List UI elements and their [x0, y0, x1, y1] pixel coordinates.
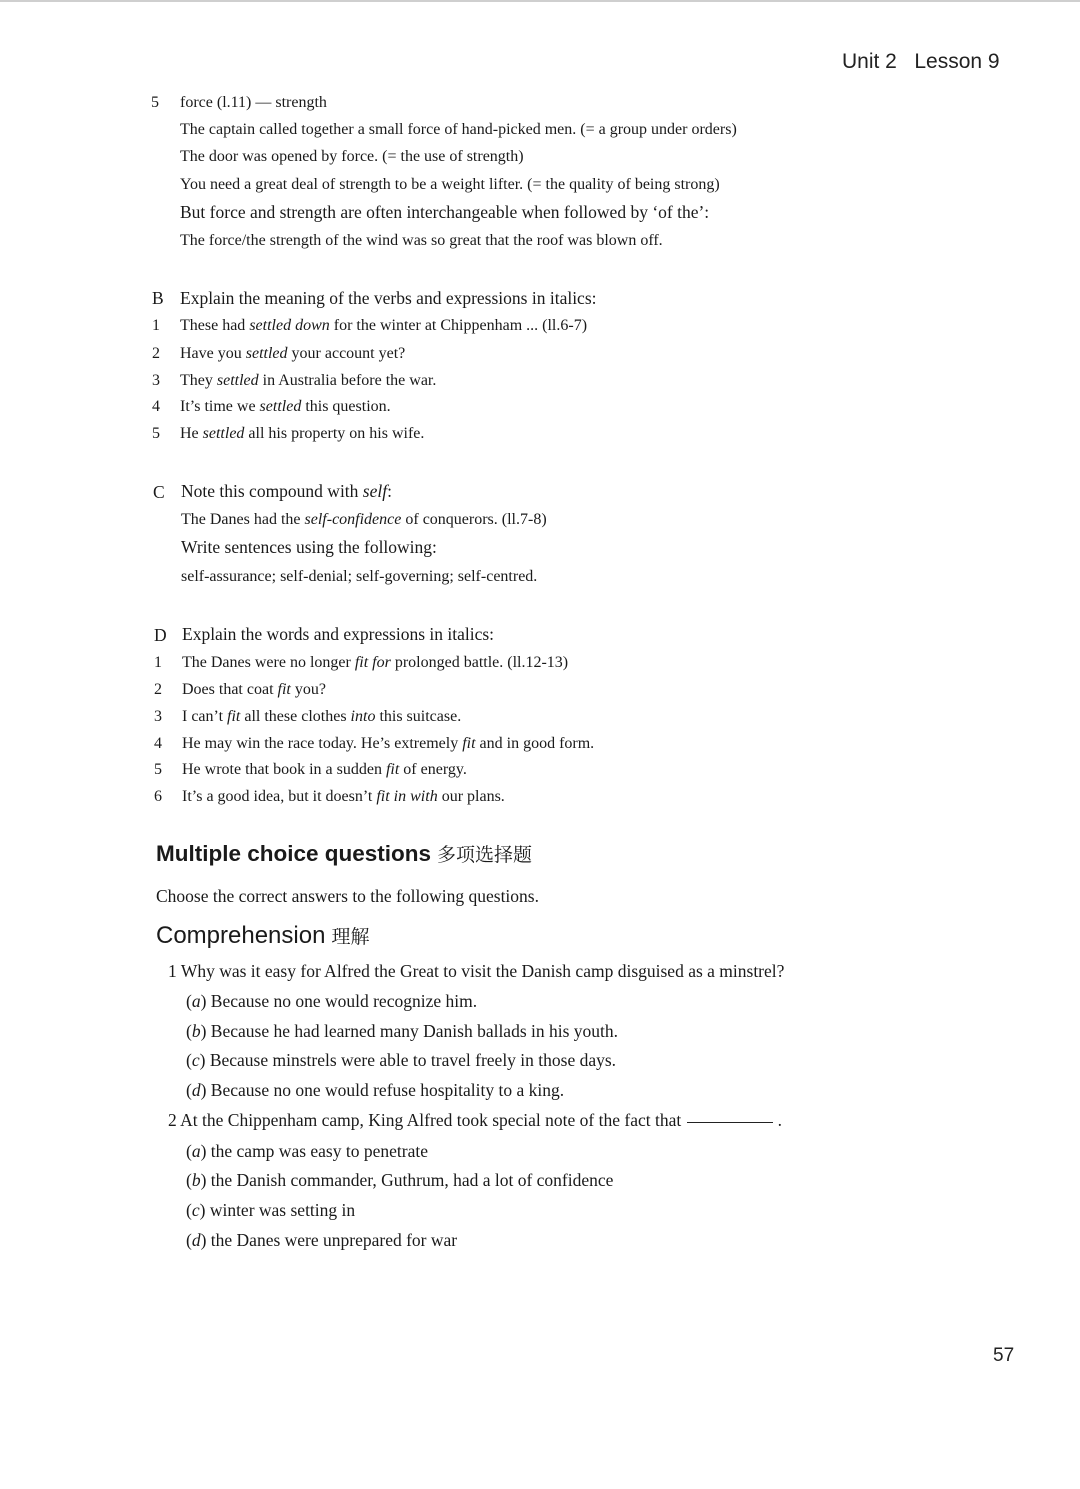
list-item: It’s time we settled this question.	[180, 398, 391, 415]
item-number: 5	[152, 425, 160, 442]
list-item: These had settled down for the winter at Chippenham ... (ll.6-7)	[180, 317, 588, 334]
list-item: The Danes were no longer fit for prolonged battle. (ll.12-13)	[182, 654, 569, 671]
answer-option: (c) Because minstrels were able to travel freely in those days.	[186, 1050, 617, 1070]
running-head: Unit 2 Lesson 9	[842, 50, 1000, 73]
item-number: 2	[154, 681, 162, 698]
example-line: The captain called together a small force of hand-picked men. (= a group under orders)	[180, 121, 737, 138]
section-instruction: Note this compound with self:	[181, 481, 392, 501]
answer-blank	[687, 1122, 773, 1123]
item-number: 3	[152, 372, 160, 389]
list-item: They settled in Australia before the war.	[180, 372, 437, 389]
list-item: He wrote that book in a sudden fit of energy.	[182, 761, 467, 778]
answer-option: (b) Because he had learned many Danish ballads in his youth.	[186, 1021, 619, 1041]
answer-option: (a) the camp was easy to penetrate	[186, 1141, 428, 1161]
list-item: I can’t fit all these clothes into this suitcase.	[182, 708, 462, 725]
example-line: The Danes had the self-confidence of conquerors. (ll.7-8)	[181, 511, 547, 528]
list-item: It’s a good idea, but it doesn’t fit in with our plans.	[182, 788, 505, 805]
example-line: The force/the strength of the wind was so great that the roof was blown off.	[180, 232, 663, 249]
item-number: 6	[154, 788, 162, 805]
item-number: 1	[152, 317, 160, 334]
section-letter: C	[153, 482, 165, 502]
section-instruction: Explain the meaning of the verbs and expressions in italics:	[180, 288, 597, 308]
list-item: Have you settled your account yet?	[180, 345, 406, 362]
example-line: You need a great deal of strength to be a weight lifter. (= the quality of being strong)	[180, 176, 720, 193]
list-item: He may win the race today. He’s extremely fit and in good form.	[182, 735, 595, 752]
page-number: 57	[993, 1345, 1015, 1366]
item-number: 4	[154, 735, 162, 752]
question: 1 Why was it easy for Alfred the Great to visit the Danish camp disguised as a minstrel?	[168, 961, 785, 981]
list-item: Does that coat fit you?	[182, 681, 326, 698]
answer-option: (b) the Danish commander, Guthrum, had a lot of confidence	[186, 1170, 614, 1190]
section-heading: Multiple choice questions 多项选择题	[156, 841, 533, 866]
item-number: 2	[152, 345, 160, 362]
top-border	[0, 0, 1080, 2]
answer-option: (c) winter was setting in	[186, 1200, 356, 1220]
write-instruction: Write sentences using the following:	[181, 537, 437, 557]
item-number: 1	[154, 654, 162, 671]
section-letter: D	[154, 625, 167, 645]
item-number: 4	[152, 398, 160, 415]
example-line: The door was opened by force. (= the use of strength)	[180, 148, 524, 165]
example-line: But force and strength are often interchangeable when followed by ‘of the’:	[180, 202, 710, 222]
item-number: 5	[154, 761, 162, 778]
section-letter: B	[152, 288, 164, 308]
answer-option: (d) Because no one would refuse hospitality to a king.	[186, 1080, 565, 1100]
answer-option: (d) the Danes were unprepared for war	[186, 1230, 458, 1250]
list-item: He settled all his property on his wife.	[180, 425, 425, 442]
item-number: 3	[154, 708, 162, 725]
question: 2 At the Chippenham camp, King Alfred took special note of the fact that .	[168, 1110, 782, 1130]
sub-heading: Comprehension 理解	[156, 922, 370, 949]
answer-option: (a) Because no one would recognize him.	[186, 991, 478, 1011]
item-number: 5	[151, 94, 159, 111]
item-title: force (l.11) — strength	[180, 94, 327, 111]
mcq-instruction: Choose the correct answers to the following questions.	[156, 886, 539, 906]
section-instruction: Explain the words and expressions in italics:	[182, 624, 495, 644]
word-list: self-assurance; self-denial; self-governing; self-centred.	[181, 568, 538, 585]
